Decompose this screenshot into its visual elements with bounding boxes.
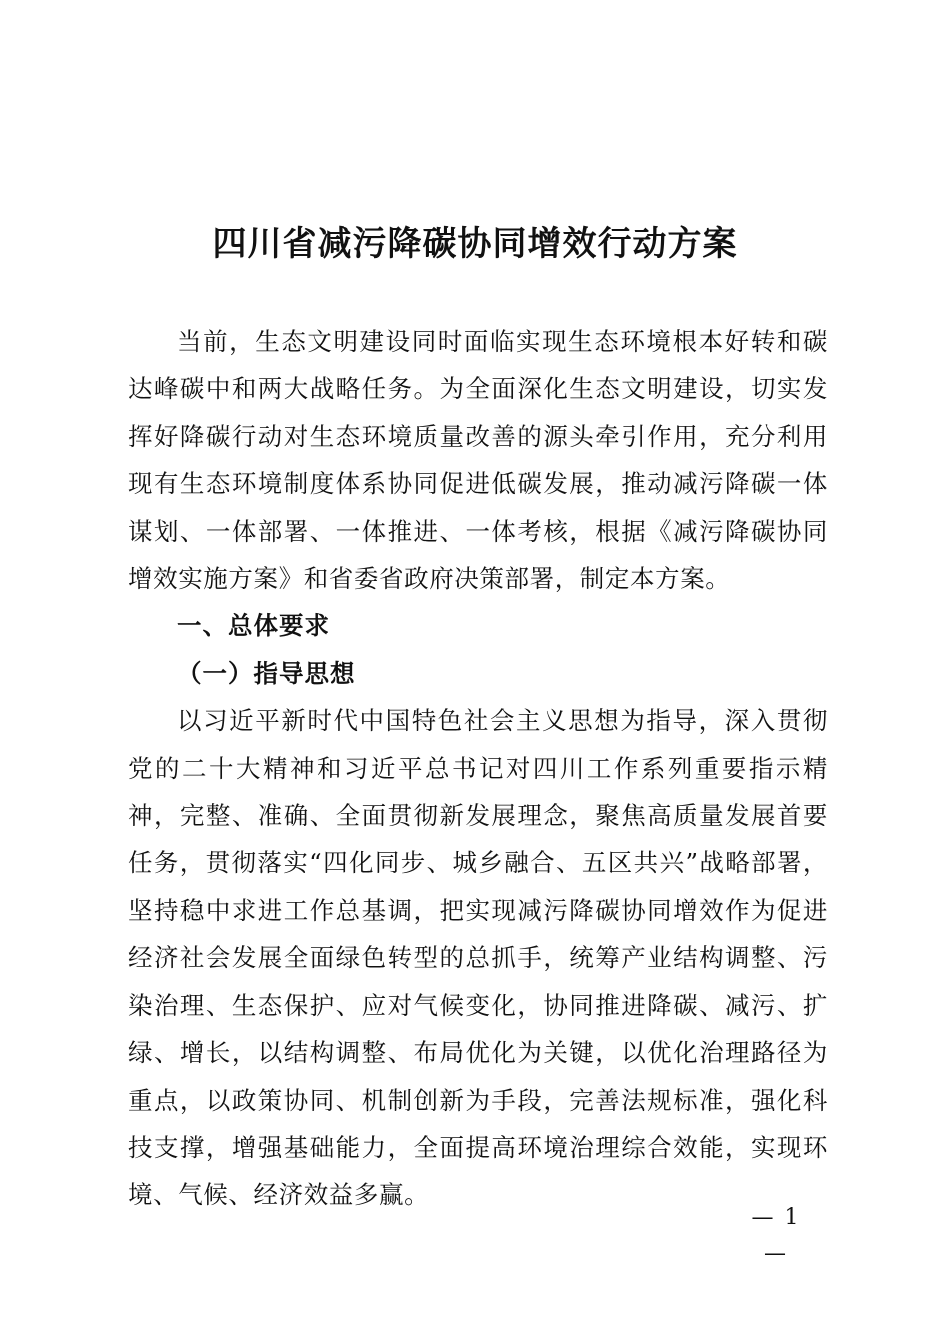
section-heading-overall-requirements: 一、总体要求 [177,611,330,641]
guiding-thought-paragraph: 以习近平新时代中国特色社会主义思想为指导，深入贯彻党的二十大精神和习近平总书记对四川工作系列重要指示精神，完整、准确、全面贯彻新发展理念，聚焦高质量发展首要任务，贯彻落实“四化同步、城乡融合、五区共兴”战略部署，坚持稳中求进工作总基调，把实现减污降碳协同增效作为促进经济社会发展全面绿色转型的总抓手，统筹产业结构调整、污染治理、生态保护、应对气候变化，协同推进降碳、减污、扩绿、增长，以结构调整、布局优化为关键，以优化治理路径为重点，以政策协同、机制创新为手段，完善法规标准，强化科技支撑，增强基础能力，全面提高环境治理综合效能，实现环境、气候、经济效益多赢。 [128,706,828,1210]
subsection-heading-guiding-thought: （一）指导思想 [177,658,356,688]
document-title: 四川省减污降碳协同增效行动方案 [212,224,738,264]
document-body [128,318,828,1219]
page-number: — 1 — [751,1205,801,1266]
intro-paragraph: 当前，生态文明建设同时面临实现生态环境根本好转和碳达峰碳中和两大战略任务。为全面深化生态文明建设，切实发挥好降碳行动对生态环境质量改善的源头牵引作用，充分利用现有生态环境制度体系协同促进低碳发展，推动减污降碳一体谋划、一体部署、一体推进、一体考核，根据《减污降碳协同增效实施方案》和省委省政府决策部署，制定本方案。 [128,327,828,594]
